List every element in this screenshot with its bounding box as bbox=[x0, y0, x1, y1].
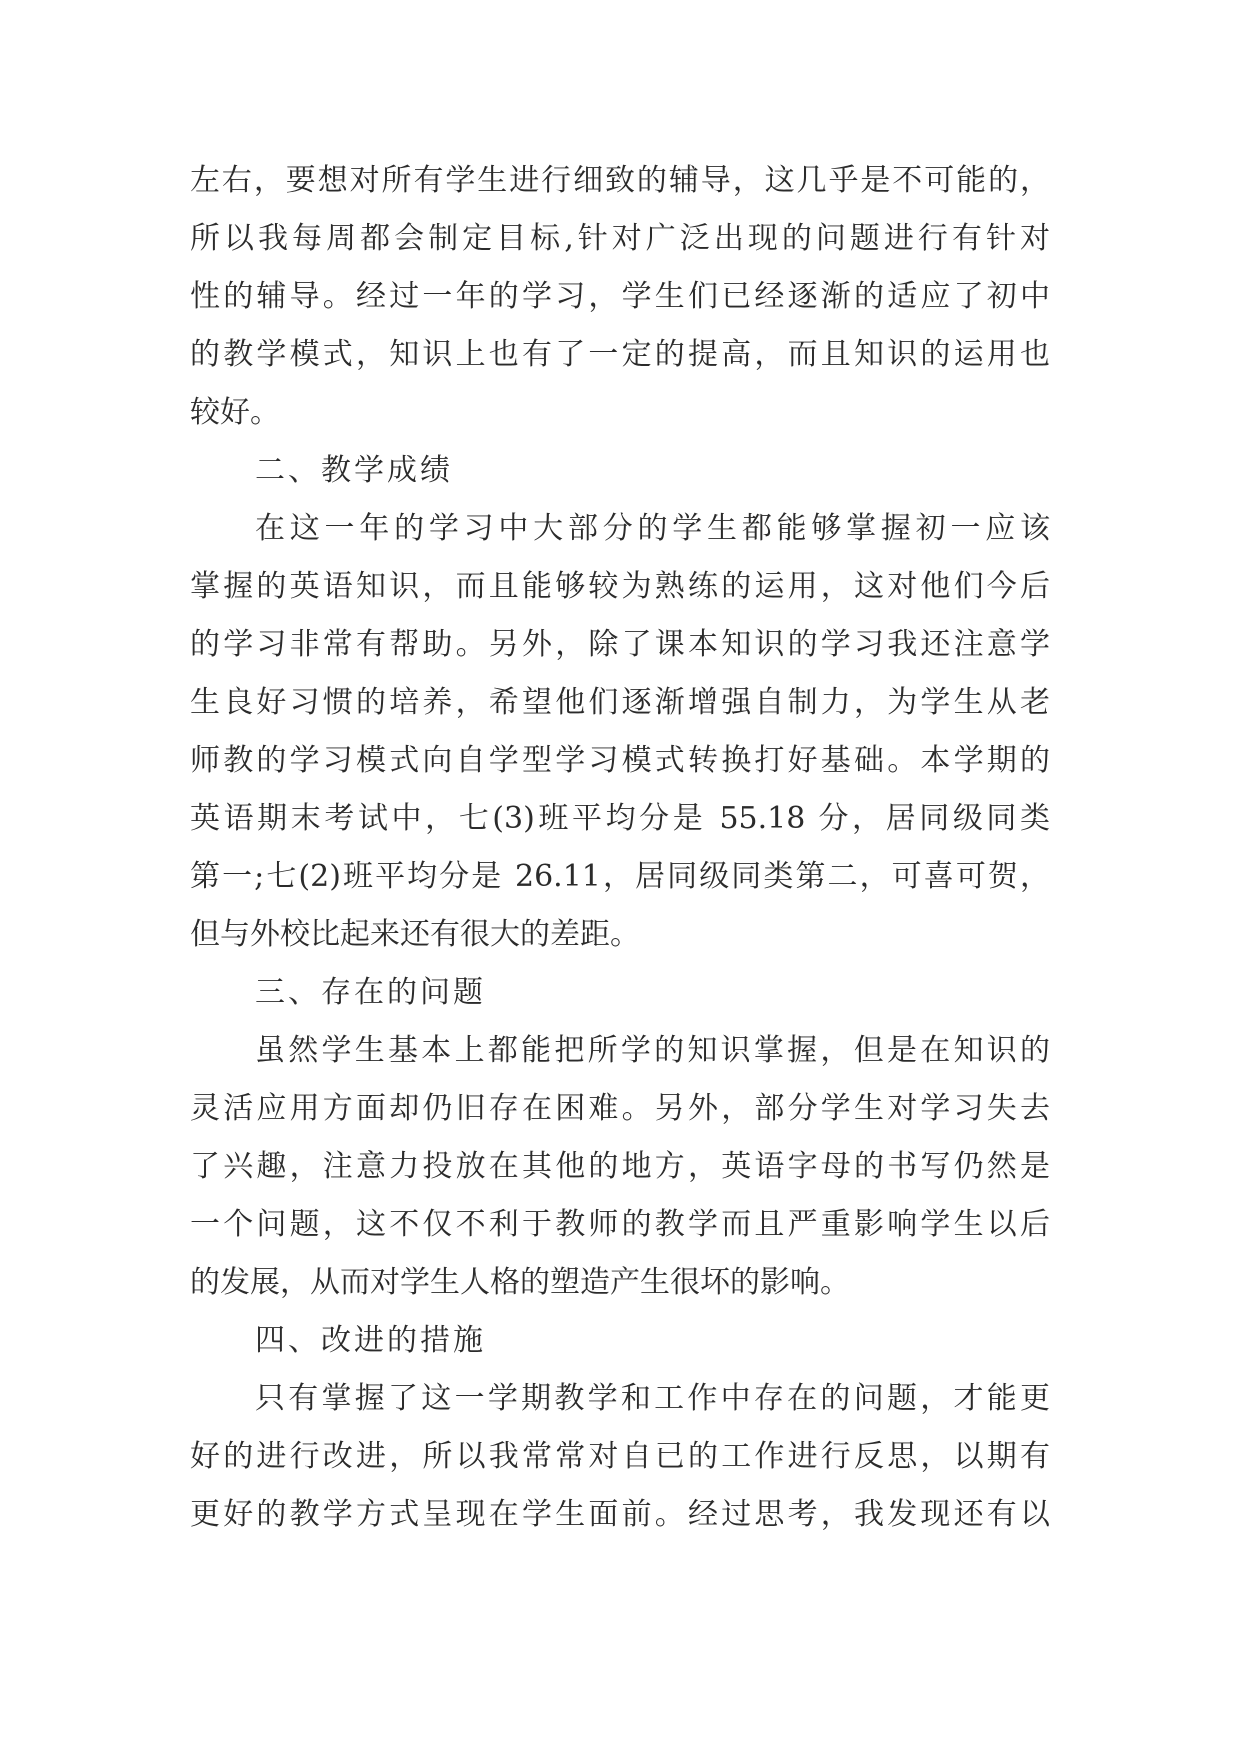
body-text-line: 师教的学习模式向自学型学习模式转换打好基础。本学期的 bbox=[190, 743, 1050, 778]
body-text-line: 左右，要想对所有学生进行细致的辅导，这几乎是不可能的， bbox=[190, 163, 1050, 198]
body-text-line: 更好的教学方式呈现在学生面前。经过思考，我发现还有以 bbox=[190, 1497, 1050, 1532]
section-heading: 二、教学成绩 bbox=[255, 453, 453, 488]
body-text-line: 灵活应用方面却仍旧存在困难。另外，部分学生对学习失去 bbox=[190, 1091, 1050, 1126]
paragraph-first-line: 虽然学生基本上都能把所学的知识掌握，但是在知识的 bbox=[255, 1033, 1050, 1068]
body-text-line: 第一;七(2)班平均分是 26.11，居同级同类第二，可喜可贺， bbox=[190, 859, 1050, 894]
paragraph-first-line: 在这一年的学习中大部分的学生都能够掌握初一应该 bbox=[255, 511, 1050, 546]
body-text-line: 英语期末考试中，七(3)班平均分是 55.18 分，居同级同类 bbox=[190, 801, 1050, 836]
section-heading: 三、存在的问题 bbox=[255, 975, 486, 1010]
paragraph-first-line: 只有掌握了这一学期教学和工作中存在的问题，才能更 bbox=[255, 1381, 1050, 1416]
body-text-line: 了兴趣，注意力投放在其他的地方，英语字母的书写仍然是 bbox=[190, 1149, 1050, 1184]
body-text-line: 较好。 bbox=[190, 395, 280, 430]
body-text-line: 但与外校比起来还有很大的差距。 bbox=[190, 917, 640, 952]
body-text-line: 的发展，从而对学生人格的塑造产生很坏的影响。 bbox=[190, 1265, 850, 1300]
body-text-line: 一个问题，这不仅不利于教师的教学而且严重影响学生以后 bbox=[190, 1207, 1050, 1242]
body-text-line: 性的辅导。经过一年的学习，学生们已经逐渐的适应了初中 bbox=[190, 279, 1050, 314]
body-text-line: 生良好习惯的培养，希望他们逐渐增强自制力，为学生从老 bbox=[190, 685, 1050, 720]
body-text-line: 好的进行改进，所以我常常对自已的工作进行反思，以期有 bbox=[190, 1439, 1050, 1474]
body-text-line: 所以我每周都会制定目标,针对广泛出现的问题进行有针对 bbox=[190, 221, 1050, 256]
body-text-line: 掌握的英语知识，而且能够较为熟练的运用，这对他们今后 bbox=[190, 569, 1050, 604]
section-heading: 四、改进的措施 bbox=[255, 1323, 486, 1358]
body-text-line: 的学习非常有帮助。另外，除了课本知识的学习我还注意学 bbox=[190, 627, 1050, 662]
body-text-line: 的教学模式，知识上也有了一定的提高，而且知识的运用也 bbox=[190, 337, 1050, 372]
